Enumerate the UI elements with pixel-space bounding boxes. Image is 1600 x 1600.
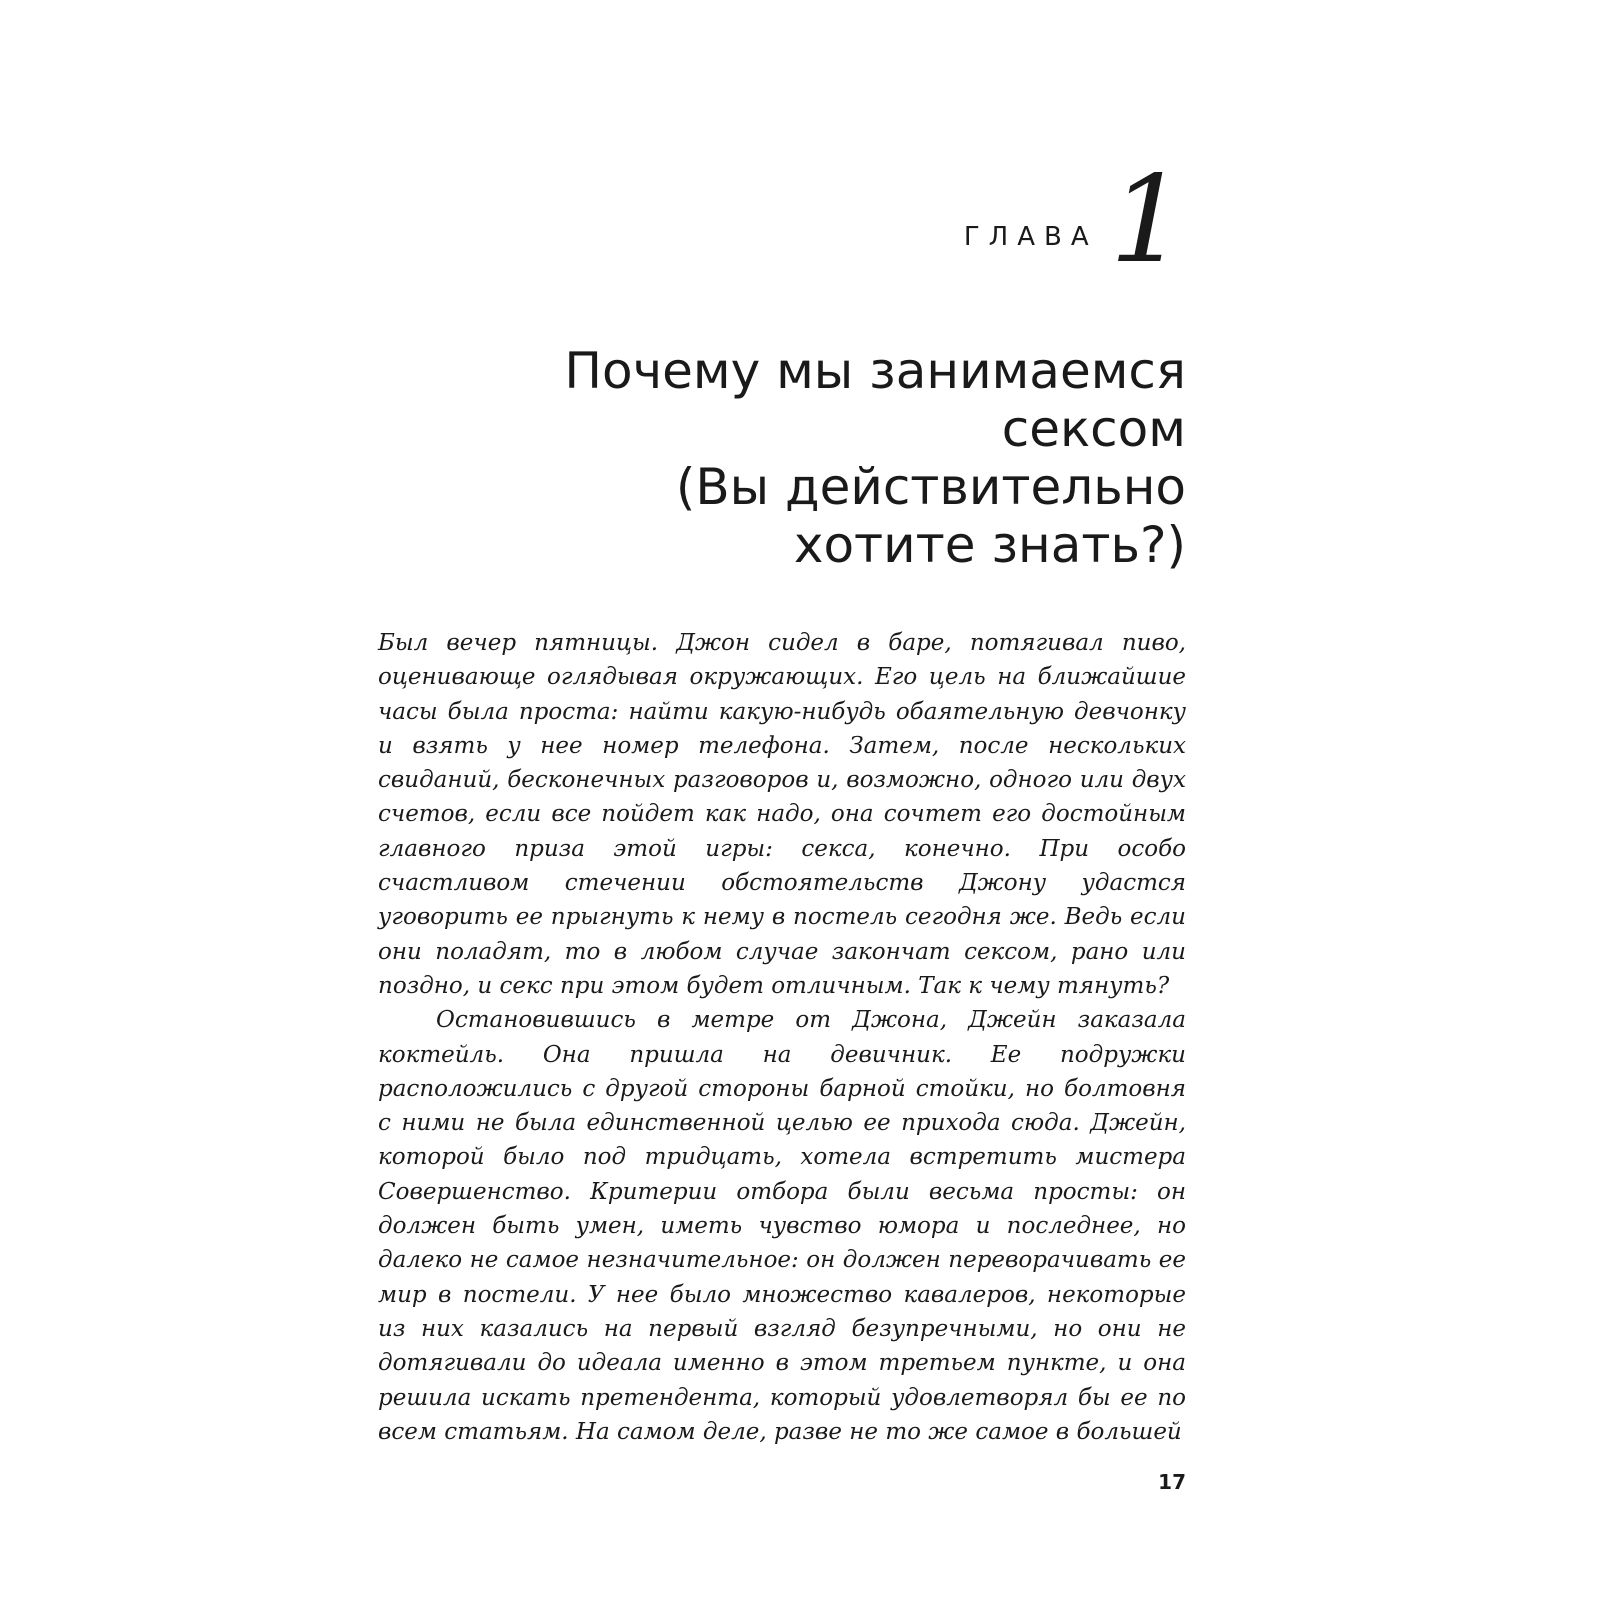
chapter-title-line: хотите знать?) — [793, 516, 1186, 574]
chapter-number: 1 — [1109, 151, 1186, 290]
chapter-title-line: Почему мы занимаемся — [564, 342, 1186, 400]
chapter-label: ГЛАВА — [963, 222, 1098, 252]
paragraph: Остановившись в метре от Джона, Джейн заказала коктейль. Она пришла на девичник. Ее подружки расположились с другой стороны барной стойки, но болтовня с ними не была единственной целью ее прихода сюда. Джейн, которой было под тридцать, хотела встретить мистера Совершенство. Критерии отбора были весьма просты: он должен быть умен, иметь чувство юмора и последнее, но далеко не самое незначительное: он должен переворачивать ее мир в постели. У нее было множество кавалеров, некоторые из них казались на первый взгляд безупречными, но они не дотягивали до идеала именно в этом третьем пункте, и она решила искать претендента, который удовлетворял бы ее по всем статьям. На самом деле, разве не то же самое в большей — [378, 1007, 1186, 1445]
chapter-title-line: (Вы действительно — [675, 458, 1186, 516]
chapter-title — [486, 342, 1186, 574]
chapter-header — [963, 151, 1186, 290]
chapter-title-line: сексом — [1001, 400, 1186, 458]
paragraph: Был вечер пятницы. Джон сидел в баре, потягивал пиво, оценивающе оглядывая окружающих. Его цель на ближайшие часы была проста: найти какую-нибудь обаятельную девчонку и взять у нее номер телефона. Затем, после нескольких свиданий, бесконечных разговоров и, возможно, одного или двух счетов, если все пойдет как надо, она сочтет его достойным главного приза этой игры: секса, конечно. При особо счастливом стечении обстоятельств Джону удастся уговорить ее прыгнуть к нему в постель сегодня же. Ведь если они поладят, то в любом случае закончат сексом, рано или поздно, и секс при этом будет отличным. Так к чему тянуть? — [378, 630, 1186, 999]
page-number: 17 — [1158, 1470, 1186, 1494]
body-text — [378, 626, 1186, 1449]
